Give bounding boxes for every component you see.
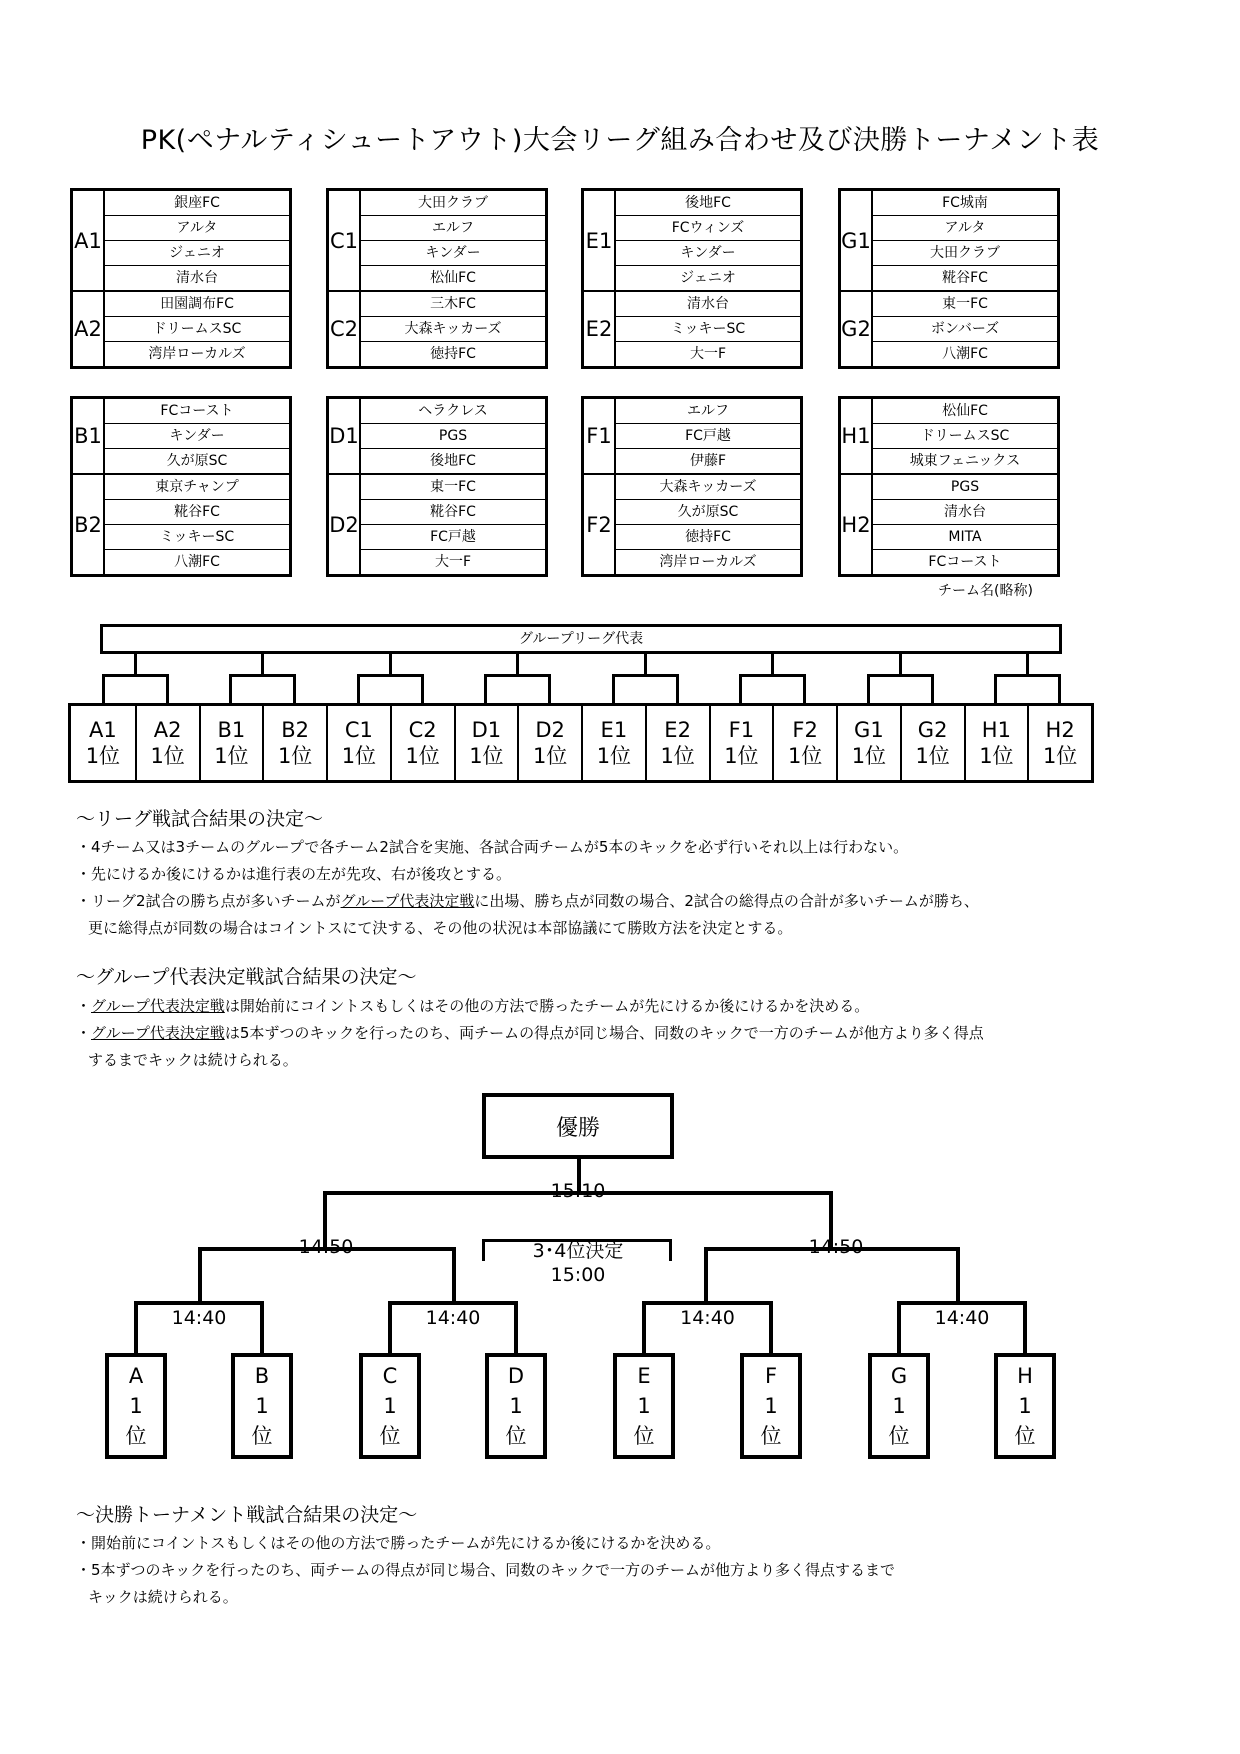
team-name: 東一FC <box>430 479 476 495</box>
rep-group: F1 <box>728 718 755 742</box>
group-label: B2 <box>73 475 105 574</box>
bracket-line <box>134 1301 138 1354</box>
group-sub-G2 <box>841 290 1057 366</box>
team-name: MITA <box>873 524 1057 549</box>
bracket-line <box>484 674 551 677</box>
team-name: 田園調布FC <box>160 296 234 312</box>
rep-group: G1 <box>854 718 884 742</box>
final-rule-1: ・開始前にコイントスもしくはその他の方法で勝ったチームが先にけるか後にけるかを決める。 <box>76 1534 721 1552</box>
bracket-line <box>771 654 774 675</box>
group-sub-C2 <box>329 290 545 366</box>
bracket-line <box>102 674 105 704</box>
seed-text: 位 <box>760 1424 782 1448</box>
rep-rank: 1位 <box>532 744 568 768</box>
team-name: 大一F <box>361 549 545 574</box>
team-name: FC戸越 <box>361 524 545 549</box>
rep-group: E1 <box>600 718 628 742</box>
rep-rank: 1位 <box>150 744 185 768</box>
team-name: 糀谷FC <box>873 265 1057 290</box>
team-name: キンダー <box>361 240 545 265</box>
bracket-line <box>704 1247 708 1303</box>
team-name: 東一FC <box>942 296 988 312</box>
bracket-line <box>897 1301 1027 1305</box>
group-label: A2 <box>73 292 105 366</box>
bracket-line <box>514 1301 518 1354</box>
team-name: PGS <box>950 479 980 495</box>
rep-cell <box>71 706 135 780</box>
team-name: ドリームスSC <box>873 423 1057 448</box>
team-name: 大森キッカーズ <box>659 479 757 495</box>
group-table <box>326 396 548 577</box>
seed-text: A <box>128 1364 144 1388</box>
team-name: 城東フェニックス <box>873 448 1057 473</box>
group-rep-term: グループ代表決定戦 <box>340 892 475 910</box>
group-table <box>581 396 803 577</box>
group-sub-A1 <box>73 191 289 290</box>
group-rule-1-text: は開始前にコイントスもしくはその他の方法で勝ったチームが先にけるか後にけるかを決める。 <box>224 997 870 1015</box>
seed-text: B <box>254 1364 270 1388</box>
rep-rank: 1位 <box>469 744 504 768</box>
team-name: 湾岸ローカルズ <box>105 341 289 366</box>
final-rule-2: ・5本ずつのキックを行ったのち、両チームの得点が同じ場合、同数のキックで一方のチームが他方より多く得点するまで <box>76 1561 895 1579</box>
page-title: PK(ペナルティシュートアウト)大会リーグ組み合わせ及び決勝トーナメント表 <box>140 125 1100 156</box>
group-label: H2 <box>841 475 873 574</box>
team-name: キンダー <box>105 423 289 448</box>
bracket-line <box>612 674 615 704</box>
rep-cell <box>772 706 836 780</box>
seed-box <box>994 1353 1056 1459</box>
team-name: アルタ <box>873 215 1057 240</box>
rep-rank: 1位 <box>405 744 440 768</box>
team-list <box>616 399 800 473</box>
bracket-line <box>612 674 679 677</box>
group-sub-E1 <box>584 191 800 290</box>
bracket-line <box>166 674 169 704</box>
group-label: D2 <box>329 475 361 574</box>
rep-cell <box>836 706 900 780</box>
rep-rank: 1位 <box>277 744 313 768</box>
team-name: 久が原SC <box>616 499 800 524</box>
team-list <box>105 475 289 574</box>
team-name: アルタ <box>105 215 289 240</box>
group-label: F1 <box>584 399 616 473</box>
team-list <box>361 475 545 574</box>
rep-rank: 1位 <box>85 744 121 768</box>
seed-text: 位 <box>251 1424 273 1448</box>
final-time: 15:10 <box>550 1180 606 1202</box>
group-rule-2-cont: するまでキックは続けられる。 <box>88 1051 298 1069</box>
seed-text: 1 <box>892 1394 906 1418</box>
group-label: H1 <box>841 399 873 473</box>
team-name: 八潮FC <box>105 549 289 574</box>
bracket-line <box>1023 1301 1027 1354</box>
bracket-line <box>260 1301 264 1354</box>
bracket-line <box>956 1247 960 1303</box>
group-sub-A2 <box>73 290 289 366</box>
bracket-line <box>1026 654 1029 675</box>
bracket-line <box>669 1239 672 1261</box>
bracket-line <box>897 1301 901 1354</box>
team-list <box>616 292 800 366</box>
qf-time: 14:40 <box>171 1307 227 1329</box>
group-table <box>70 188 292 369</box>
group-rep-term: グループ代表決定戦 <box>91 1024 225 1042</box>
seed-box <box>740 1353 802 1459</box>
seed-text: 位 <box>379 1424 401 1448</box>
bracket-line <box>229 674 232 704</box>
team-name: 後地FC <box>685 195 731 211</box>
bracket-line <box>642 1301 646 1354</box>
team-name: 久が原SC <box>105 448 289 473</box>
group-rep-term: グループ代表決定戦 <box>91 997 225 1015</box>
team-name: ミッキーSC <box>105 524 289 549</box>
rep-group: F2 <box>792 718 818 742</box>
rep-cell <box>645 706 709 780</box>
team-name: 大森キッカーズ <box>361 316 545 341</box>
team-name: FCウィンズ <box>616 215 800 240</box>
semi-right-time: 14:50 <box>808 1236 864 1258</box>
team-list <box>873 292 1057 366</box>
team-name: ジェニオ <box>616 265 800 290</box>
rep-group: E2 <box>664 718 691 742</box>
seed-text: 1 <box>764 1394 778 1418</box>
team-name: 清水台 <box>105 265 289 290</box>
bracket-line <box>134 654 137 675</box>
rep-cell <box>581 706 645 780</box>
bracket-line <box>293 674 296 704</box>
group-label: B1 <box>73 399 105 473</box>
seed-text: 1 <box>383 1394 397 1418</box>
rep-header <box>100 624 1062 654</box>
team-list <box>105 191 289 290</box>
team-list <box>616 475 800 574</box>
qf-time: 14:40 <box>934 1307 990 1329</box>
winner-label: 優勝 <box>555 1115 600 1141</box>
rep-cell <box>326 706 390 780</box>
rep-rank: 1位 <box>787 744 823 768</box>
rep-rank: 1位 <box>851 744 887 768</box>
bracket-line <box>739 674 806 677</box>
seed-text: 位 <box>505 1424 527 1448</box>
team-list <box>105 399 289 473</box>
rep-cell <box>199 706 263 780</box>
group-label: F2 <box>584 475 616 574</box>
rep-group: C2 <box>408 718 437 742</box>
group-sub-D1 <box>329 399 545 473</box>
team-list <box>361 399 545 473</box>
rep-rank: 1位 <box>596 744 632 768</box>
team-name: ジェニオ <box>105 240 289 265</box>
bracket-line <box>994 674 1061 677</box>
seed-text: D <box>507 1364 525 1388</box>
seed-text: 1 <box>509 1394 523 1418</box>
group-table <box>838 188 1060 369</box>
rep-group: D2 <box>535 718 565 742</box>
bracket-line <box>548 674 551 704</box>
team-name: 湾岸ローカルズ <box>616 549 800 574</box>
bracket-line <box>389 654 392 675</box>
seed-text: 位 <box>888 1424 910 1448</box>
rep-rank: 1位 <box>979 744 1014 768</box>
third-place-time: 15:00 <box>550 1264 606 1286</box>
group-label: D1 <box>329 399 361 473</box>
group-sub-D2 <box>329 473 545 574</box>
team-name: 徳持FC <box>616 524 800 549</box>
bracket-line <box>261 654 264 675</box>
team-name: 松仙FC <box>942 403 988 419</box>
team-list <box>873 399 1057 473</box>
rep-cell <box>964 706 1028 780</box>
seed-text: H <box>1017 1364 1033 1388</box>
semi-left-time: 14:50 <box>298 1236 354 1258</box>
group-label: G2 <box>841 292 873 366</box>
group-label: E2 <box>584 292 616 366</box>
seed-text: 位 <box>1014 1424 1036 1448</box>
bracket-line <box>867 674 934 677</box>
bracket-line <box>388 1301 518 1305</box>
group-sub-E2 <box>584 290 800 366</box>
rep-cell <box>390 706 454 780</box>
bracket-line <box>484 674 487 704</box>
team-name: エルフ <box>687 403 729 419</box>
team-name: ヘラクレス <box>418 403 488 419</box>
group-label: G1 <box>841 191 873 290</box>
bracket-line <box>803 674 806 704</box>
team-name: 徳持FC <box>361 341 545 366</box>
team-name: 清水台 <box>873 499 1057 524</box>
rep-rank: 1位 <box>660 744 695 768</box>
team-name: ドリームスSC <box>105 316 289 341</box>
bracket-line <box>644 654 647 675</box>
seed-box <box>231 1353 293 1459</box>
rep-group: D1 <box>471 718 502 742</box>
group-sub-B1 <box>73 399 289 473</box>
team-name: FCコースト <box>160 403 234 419</box>
team-name: 大一F <box>616 341 800 366</box>
team-name: 大田クラブ <box>418 195 488 211</box>
group-sub-H2 <box>841 473 1057 574</box>
bracket-line <box>769 1301 773 1354</box>
group-rule-2-text: は5本ずつのキックを行ったのち、両チームの得点が同じ場合、同数のキックで一方のチームが他方より多く得点 <box>224 1024 984 1042</box>
league-rule-1: ・4チーム又は3チームのグループで各チーム2試合を実施、各試合両チームが5本のキックを必ず行いそれ以上は行わない。 <box>76 838 909 856</box>
team-name: FCコースト <box>873 549 1057 574</box>
team-name: 糀谷FC <box>105 499 289 524</box>
bracket-line <box>357 674 424 677</box>
team-name: 松仙FC <box>361 265 545 290</box>
group-label: C2 <box>329 292 361 366</box>
team-name: ボンバーズ <box>873 316 1057 341</box>
seed-text: E <box>637 1364 651 1388</box>
seed-text: 1 <box>1018 1394 1032 1418</box>
team-name-note: チーム名(略称) <box>938 583 1033 599</box>
team-name: 清水台 <box>687 296 729 312</box>
team-name: 銀座FC <box>174 195 220 211</box>
rep-group: H1 <box>981 718 1011 742</box>
group-sub-G1 <box>841 191 1057 290</box>
bracket-line <box>994 674 997 704</box>
seed-box <box>485 1353 547 1459</box>
team-name: PGS <box>361 423 545 448</box>
rep-cell <box>517 706 581 780</box>
group-label: C1 <box>329 191 361 290</box>
bracket-line <box>421 674 424 704</box>
qf-time: 14:40 <box>425 1307 481 1329</box>
group-label: E1 <box>584 191 616 290</box>
bracket-line <box>739 674 742 704</box>
league-rules-heading: 〜リーグ戦試合結果の決定〜 <box>76 808 324 830</box>
seed-text: 1 <box>255 1394 269 1418</box>
seed-text: C <box>382 1364 398 1388</box>
bracket-line <box>899 654 902 675</box>
team-list <box>873 191 1057 290</box>
rep-cell <box>135 706 199 780</box>
rep-cell <box>709 706 773 780</box>
group-table <box>326 188 548 369</box>
rep-rank: 1位 <box>214 744 249 768</box>
bullet: ・ <box>76 997 92 1015</box>
qf-time: 14:40 <box>680 1307 735 1329</box>
rep-cell <box>454 706 518 780</box>
team-list <box>361 191 545 290</box>
rep-rank: 1位 <box>1042 744 1078 768</box>
seed-box <box>613 1353 675 1459</box>
group-table <box>838 396 1060 577</box>
team-name: 三木FC <box>430 296 476 312</box>
rep-header-label: グループリーグ代表 <box>518 631 644 647</box>
seed-text: 位 <box>633 1424 655 1448</box>
bracket-line <box>1058 674 1061 704</box>
bracket-line <box>931 674 934 704</box>
group-table <box>70 396 292 577</box>
final-rules-heading: 〜決勝トーナメント戦試合結果の決定〜 <box>76 1504 418 1526</box>
winner-box <box>482 1093 674 1159</box>
rep-rank: 1位 <box>915 744 950 768</box>
bracket-line <box>867 674 870 704</box>
seed-text: G <box>890 1364 908 1388</box>
rep-group: B1 <box>217 718 246 742</box>
seed-box <box>359 1353 421 1459</box>
group-sub-C1 <box>329 191 545 290</box>
final-rule-2-cont: キックは続けられる。 <box>88 1588 238 1606</box>
league-rule-2: ・先にけるか後にけるかは進行表の左が先攻、右が後攻とする。 <box>76 865 512 883</box>
bracket-line <box>516 654 519 675</box>
bracket-line <box>357 674 360 704</box>
seed-text: 位 <box>125 1424 147 1448</box>
bracket-line <box>482 1239 485 1261</box>
team-name: FC戸越 <box>616 423 800 448</box>
group-label: A1 <box>73 191 105 290</box>
seed-text: 1 <box>129 1394 143 1418</box>
bracket-line <box>388 1301 392 1354</box>
group-sub-H1 <box>841 399 1057 473</box>
rep-rank: 1位 <box>341 744 377 768</box>
group-rule-1 <box>76 993 869 1019</box>
team-name: キンダー <box>616 240 800 265</box>
group-sub-F2 <box>584 473 800 574</box>
team-list <box>361 292 545 366</box>
bullet: ・ <box>76 1024 92 1042</box>
seed-text: F <box>764 1364 778 1388</box>
bracket-line <box>229 674 296 677</box>
group-table <box>581 188 803 369</box>
seed-text: 1 <box>637 1394 651 1418</box>
team-list <box>873 475 1057 574</box>
rep-rank: 1位 <box>724 744 759 768</box>
rep-group: B2 <box>281 718 310 742</box>
league-rule-3-post: に出場、勝ち点が同数の場合、2試合の総得点の合計が多いチームが勝ち、 <box>474 892 979 910</box>
group-rules-heading: 〜グループ代表決定戦試合結果の決定〜 <box>76 966 417 988</box>
team-name: FC城南 <box>942 195 988 211</box>
bracket-line <box>102 674 169 677</box>
team-name: 大田クラブ <box>873 240 1057 265</box>
bracket-line <box>642 1301 773 1305</box>
third-place-label: 3･4位決定 <box>532 1240 624 1262</box>
rep-group: A1 <box>89 718 117 742</box>
bracket-line <box>198 1247 202 1303</box>
team-name: 八潮FC <box>873 341 1057 366</box>
league-rule-3-pre: ・リーグ2試合の勝ち点が多いチームが <box>76 892 341 910</box>
bracket-line <box>676 674 679 704</box>
team-name: 東京チャンプ <box>155 479 239 495</box>
group-rule-2 <box>76 1020 984 1046</box>
group-sub-B2 <box>73 473 289 574</box>
league-rule-3 <box>76 888 979 914</box>
rep-cell <box>900 706 964 780</box>
seed-box <box>105 1353 167 1459</box>
team-name: ミッキーSC <box>616 316 800 341</box>
team-list <box>105 292 289 366</box>
rep-group: C1 <box>344 718 373 742</box>
bracket-line <box>134 1301 264 1305</box>
rep-group: G2 <box>917 718 948 742</box>
rep-group: A2 <box>153 718 182 742</box>
rep-cell <box>262 706 326 780</box>
team-name: 後地FC <box>361 448 545 473</box>
rep-cell <box>1027 706 1091 780</box>
team-name: 伊藤F <box>616 448 800 473</box>
bracket-line <box>452 1247 456 1303</box>
group-sub-F1 <box>584 399 800 473</box>
league-rule-3-cont: 更に総得点が同数の場合はコイントスにて決する、その他の状況は本部協議にて勝敗方法を決定とする。 <box>88 919 793 937</box>
team-list <box>616 191 800 290</box>
team-name: エルフ <box>361 215 545 240</box>
rep-group: H2 <box>1045 718 1075 742</box>
seed-box <box>868 1353 930 1459</box>
team-name: 糀谷FC <box>361 499 545 524</box>
rep-row <box>68 703 1094 783</box>
